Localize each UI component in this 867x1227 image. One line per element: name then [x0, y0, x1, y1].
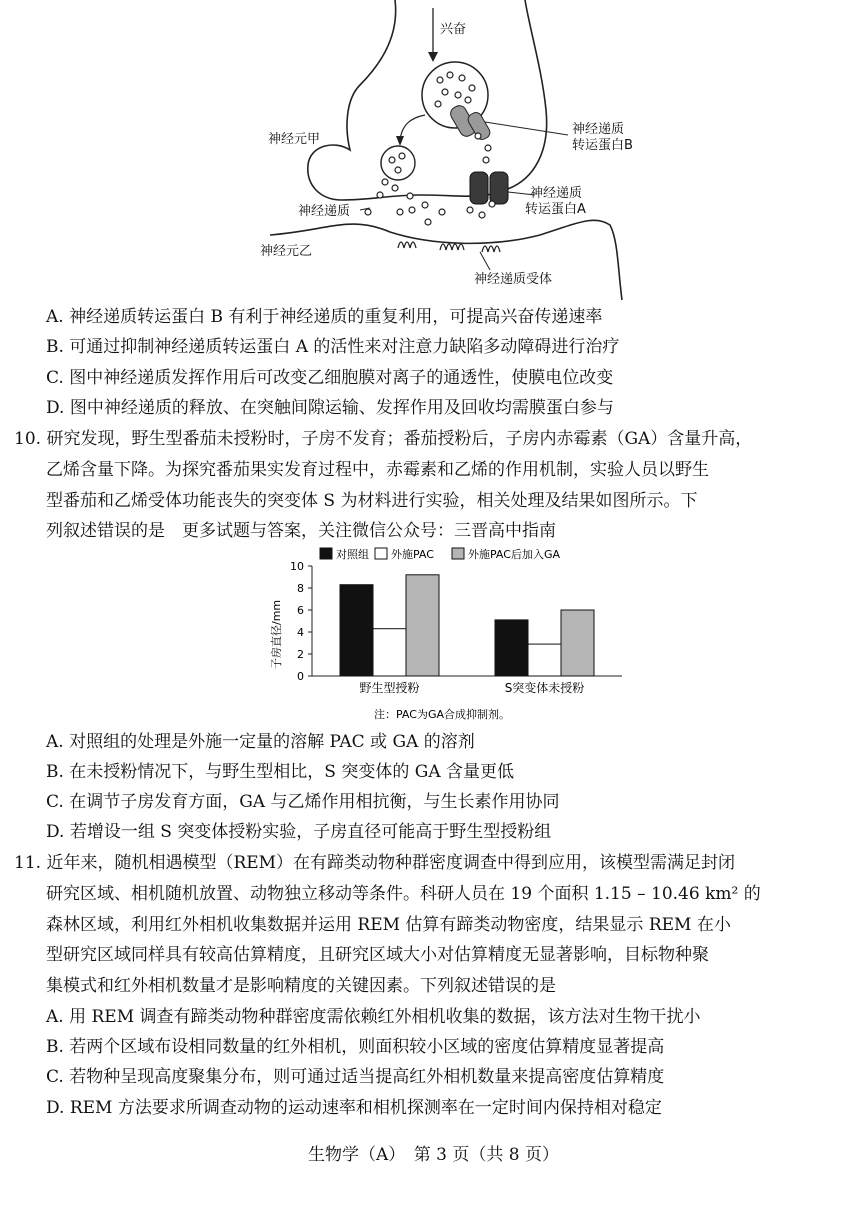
q10-option-d[interactable]: D. 若增设一组 S 突变体授粉实验，子房直径可能高于野生型授粉组 [46, 822, 552, 842]
chart-bars [340, 575, 594, 695]
legend-swatch [375, 548, 387, 559]
bar [495, 620, 528, 676]
category-label: S突变体未授粉 [504, 681, 585, 695]
neuron-a-label: 神经元甲 [268, 132, 321, 147]
neurotransmitter-dot [365, 209, 371, 215]
receptor [398, 242, 416, 248]
q9-option-c[interactable]: C. 图中神经递质发挥作用后可改变乙细胞膜对离子的通透性，使膜电位改变 [46, 368, 614, 388]
y-tick-label: 2 [297, 648, 304, 661]
transporter-b-label-1: 神经递质 [572, 122, 625, 137]
neurotransmitter-dot [467, 207, 473, 213]
page-footer: 生物学（A） 第 3 页（共 8 页） [307, 1145, 560, 1165]
y-tick-label: 6 [297, 604, 304, 617]
neurotransmitter-dot [422, 202, 428, 208]
q9-option-b[interactable]: B. 可通过抑制神经递质转运蛋白 A 的活性来对注意力缺陷多动障碍进行治疗 [46, 337, 620, 357]
neurotransmitter-dot [392, 185, 398, 191]
legend-label: 外施PAC后加入GA [468, 548, 560, 561]
q10-stem-line-2: 乙烯含量下降。为探究番茄果实发育过程中，赤霉素和乙烯的作用机制，实验人员以野生 [46, 460, 709, 480]
y-tick-label: 8 [297, 582, 304, 595]
bar [340, 585, 373, 676]
neurotransmitter-dot [389, 157, 395, 163]
q10-stem-line-4: 列叙述错误的是 更多试题与答案，关注微信公众号：三晋高中指南 [46, 521, 556, 541]
neurotransmitter-dot [455, 92, 461, 98]
neurotransmitter-dot [469, 85, 475, 91]
y-tick-label: 4 [297, 626, 304, 639]
transporter-a [470, 172, 488, 204]
q11-stem-line-1: 11. 近年来，随机相遇模型（REM）在有蹄类动物种群密度调查中得到应用，该模型需满足封闭 [14, 853, 736, 873]
bar [373, 629, 406, 676]
receptor-label: 神经递质受体 [474, 272, 553, 287]
y-tick-label: 10 [290, 560, 304, 573]
neurotransmitter-dot [447, 72, 453, 78]
legend-swatch [320, 548, 332, 559]
neurotransmitter-dot [437, 77, 443, 83]
q10-stem-line-1: 10. 研究发现，野生型番茄未授粉时，子房不发育；番茄授粉后，子房内赤霉素（GA）含量升高， [14, 429, 753, 449]
neurotransmitter-dot [377, 192, 383, 198]
transporter-a-label-1: 神经递质 [530, 186, 583, 201]
legend-label: 外施PAC [391, 548, 434, 561]
neurotransmitter-dot [475, 133, 481, 139]
q10-option-c[interactable]: C. 在调节子房发育方面，GA 与乙烯作用相抗衡，与生长素作用协同 [46, 792, 560, 812]
bar-chart [262, 544, 642, 724]
neurotransmitter-dot [442, 89, 448, 95]
bar [528, 644, 561, 676]
chart-note: 注：PAC为GA合成抑制剂。 [374, 708, 510, 721]
chart-legend [320, 547, 560, 561]
transporter-b-label-2: 转运蛋白B [572, 138, 633, 153]
bar-chart-svg [262, 544, 642, 724]
neurotransmitter-dot [465, 97, 471, 103]
y-axis-label: 子房直径/mm [270, 599, 283, 669]
neurotransmitter-dot [407, 193, 413, 199]
neurotransmitter-dot [459, 75, 465, 81]
postsynaptic-membrane [270, 220, 622, 300]
bar [561, 610, 594, 676]
category-label: 野生型授粉 [359, 681, 420, 695]
synapse-diagram [250, 0, 670, 300]
q11-stem-line-3: 森林区域，利用红外相机收集数据并运用 REM 估算有蹄类动物密度，结果显示 REM 在小 [46, 915, 731, 935]
neurotransmitter-dot [395, 167, 401, 173]
q11-option-a[interactable]: A. 用 REM 调查有蹄类动物种群密度需依赖红外相机收集的数据，该方法对生物干扰小 [46, 1007, 701, 1027]
neurotransmitter-dot [382, 179, 388, 185]
q10-option-b[interactable]: B. 在未授粉情况下，与野生型相比，S 突变体的 GA 含量更低 [46, 762, 515, 782]
releasing-vesicle [381, 146, 415, 180]
neurotransmitter-dot [489, 201, 495, 207]
legend-label: 对照组 [336, 548, 369, 561]
q11-stem-line-2: 研究区域、相机随机放置、动物独立移动等条件。科研人员在 19 个面积 1.15 – 10.46 km² 的 [46, 884, 761, 904]
q11-stem-line-4: 型研究区域同样具有较高估算精度，且研究区域大小对估算精度无显著影响，目标物种聚 [46, 945, 709, 965]
q9-option-a[interactable]: A. 神经递质转运蛋白 B 有利于神经递质的重复利用，可提高兴奋传递速率 [46, 307, 603, 327]
neurotransmitter-dot [435, 101, 441, 107]
q11-option-c[interactable]: C. 若物种呈现高度聚集分布，则可通过适当提高红外相机数量来提高密度估算精度 [46, 1067, 665, 1087]
q10-stem-line-3: 型番茄和乙烯受体功能丧失的突变体 S 为材料进行实验，相关处理及结果如图所示。下 [46, 491, 698, 511]
neurotransmitter-dot [409, 207, 415, 213]
neurotransmitter-dot [399, 153, 405, 159]
transmitter-label: 神经递质 [298, 204, 351, 219]
neurotransmitter-dot [479, 212, 485, 218]
neurotransmitter-dot [425, 219, 431, 225]
neurotransmitter-dot [439, 209, 445, 215]
q11-stem-line-5: 集模式和红外相机数量才是影响精度的关键因素。下列叙述错误的是 [46, 976, 556, 996]
transporter-a-label-2: 转运蛋白A [525, 202, 586, 217]
y-tick-label: 0 [297, 670, 304, 683]
q9-option-d[interactable]: D. 图中神经递质的释放、在突触间隙运输、发挥作用及回收均需膜蛋白参与 [46, 398, 614, 418]
q11-option-d[interactable]: D. REM 方法要求所调查动物的运动速率和相机探测率在一定时间内保持相对稳定 [46, 1098, 662, 1118]
q10-option-a[interactable]: A. 对照组的处理是外施一定量的溶解 PAC 或 GA 的溶剂 [46, 732, 475, 752]
neurotransmitter-dot [485, 145, 491, 151]
neuron-b-label: 神经元乙 [260, 244, 313, 259]
presynaptic-membrane [308, 0, 547, 200]
q11-option-b[interactable]: B. 若两个区域布设相同数量的红外相机，则面积较小区域的密度估算精度显著提高 [46, 1037, 665, 1057]
neurotransmitter-dot [397, 209, 403, 215]
legend-swatch [452, 548, 464, 559]
excite-label: 兴奋 [440, 22, 467, 37]
bar [406, 575, 439, 676]
neurotransmitter-dot [483, 157, 489, 163]
